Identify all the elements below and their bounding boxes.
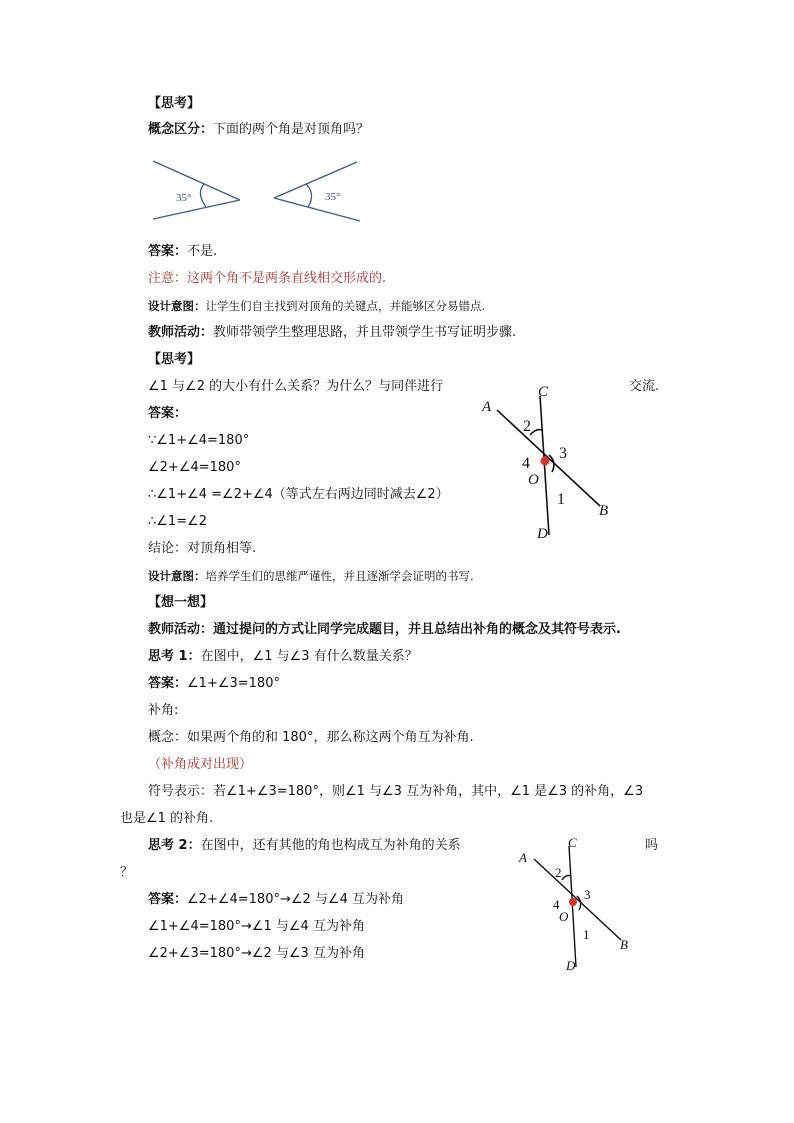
question-1 xyxy=(148,648,418,666)
label-D: D xyxy=(537,526,548,542)
answer-1 xyxy=(148,243,217,261)
symbol-line-2: 也是∠1 的补角. xyxy=(120,811,214,826)
answer-q2-line-1 xyxy=(148,891,404,909)
section-heading-think-2: 【思考】 xyxy=(148,352,201,367)
answer-text: ∠1+∠3=180° xyxy=(187,676,280,691)
label-angle-4: 4 xyxy=(522,455,530,472)
angle-3-arc xyxy=(577,896,581,910)
point-O-marker xyxy=(541,457,550,466)
answer-label: 答案： xyxy=(148,244,188,259)
left-angle-ray-lower xyxy=(153,200,240,219)
right-angle-ray-upper xyxy=(274,162,357,198)
teacher-label: 教师活动： xyxy=(148,622,214,637)
answer-label: 答案： xyxy=(148,676,188,691)
answer-text: ∠2+∠4=180°→∠2 与∠4 互为补角 xyxy=(187,892,404,907)
two-angles-figure xyxy=(140,150,380,230)
design-text: 培养学生们的思维严谨性，并且逐渐学会证明的书写. xyxy=(205,569,474,583)
label-angle-4: 4 xyxy=(553,897,560,912)
label-O: O xyxy=(528,472,539,488)
supplementary-concept: 概念：如果两个角的和 180°，那么称这两个角互为补角. xyxy=(148,730,474,745)
label-angle-1: 1 xyxy=(583,927,590,942)
question-2 xyxy=(148,837,461,855)
line-CD xyxy=(569,846,576,967)
question-text: 下面的两个角是对顶角吗？ xyxy=(213,122,370,137)
proof-step-1: ∵∠1+∠4=180° xyxy=(148,433,250,448)
right-angle-label: 35° xyxy=(325,191,341,203)
label-angle-1: 1 xyxy=(557,491,565,508)
angle-2-arc xyxy=(562,876,571,881)
label-B: B xyxy=(620,937,628,952)
answer-label: 答案： xyxy=(148,892,188,907)
design-label: 设计意图： xyxy=(148,299,206,313)
design-intent-1 xyxy=(148,297,485,315)
label-B: B xyxy=(599,503,609,519)
line-AB xyxy=(497,410,600,506)
right-angle-arc xyxy=(306,184,312,207)
intersecting-lines-figure-2 xyxy=(510,832,640,977)
answer-q1 xyxy=(148,675,280,693)
angle-2-arc xyxy=(530,430,542,435)
answer-q2-line-3: ∠2+∠3=180°→∠2 与∠3 互为补角 xyxy=(148,946,365,961)
question-angle-relation: ∠1 与∠2 的大小有什么关系？为什么？与同伴进行 xyxy=(148,379,444,394)
label-D: D xyxy=(566,958,576,973)
teacher-activity-1 xyxy=(148,324,516,342)
proof-step-2: ∠2+∠4=180° xyxy=(148,460,241,475)
right-angle-ray-lower xyxy=(274,198,360,221)
answer-label-2: 答案： xyxy=(148,406,188,421)
teacher-activity-2 xyxy=(148,621,621,639)
question-tail: 交流. xyxy=(629,379,660,394)
teacher-label: 教师活动： xyxy=(148,325,214,340)
supplementary-title: 补角: xyxy=(148,703,179,718)
question-label: 概念区分： xyxy=(148,122,214,137)
label-angle-3: 3 xyxy=(559,445,567,462)
intersecting-lines-figure-1 xyxy=(470,378,630,548)
proof-step-3: ∴∠1+∠4 =∠2+∠4（等式左右两边同时减去∠2） xyxy=(148,487,449,502)
note-line: 注意：这两个角不是两条直线相交形成的. xyxy=(148,271,387,286)
left-angle-arc xyxy=(200,184,206,207)
label-C: C xyxy=(568,835,577,850)
conclusion-line: 结论：对顶角相等. xyxy=(148,541,257,556)
label-angle-3: 3 xyxy=(584,887,591,902)
pair-note: （补角成对出现） xyxy=(148,757,253,772)
proof-step-4: ∴∠1=∠2 xyxy=(148,514,208,529)
label-O: O xyxy=(559,909,569,924)
point-O-marker xyxy=(569,898,577,906)
concept-question xyxy=(148,121,369,139)
question-2-tail: 吗 xyxy=(645,838,659,853)
label-A: A xyxy=(519,850,527,865)
question-2-text: 在图中，还有其他的角也构成互为补角的关系 xyxy=(200,838,461,853)
answer-text: 不是. xyxy=(187,244,218,259)
label-A: A xyxy=(482,399,492,415)
teacher-text: 通过提问的方式让同学完成题目，并且总结出补角的概念及其符号表示. xyxy=(213,622,621,637)
design-intent-2 xyxy=(148,567,474,585)
label-angle-2: 2 xyxy=(523,418,531,435)
section-heading-think-1: 【思考】 xyxy=(148,96,201,111)
label-C: C xyxy=(538,384,549,400)
answer-q2-line-2: ∠1+∠4=180°→∠1 与∠4 互为补角 xyxy=(148,919,365,934)
teacher-text: 教师带领学生整理思路，并且带领学生书写证明步骤. xyxy=(213,325,517,340)
question-2-label: 思考 2： xyxy=(148,838,201,853)
left-angle-ray-upper xyxy=(153,161,240,200)
line-AB xyxy=(534,859,621,940)
question-2-mark: ？ xyxy=(120,865,134,880)
left-angle-label: 35° xyxy=(176,192,192,204)
line-CD xyxy=(540,396,549,535)
question-1-text: 在图中，∠1 与∠3 有什么数量关系？ xyxy=(200,649,418,664)
symbol-line-1: 符号表示：若∠1+∠3=180°，则∠1 与∠3 互为补角，其中，∠1 是∠3 的补角，∠3 xyxy=(148,784,644,799)
question-1-label: 思考 1： xyxy=(148,649,201,664)
design-label: 设计意图： xyxy=(148,569,206,583)
angle-3-arc xyxy=(549,455,554,472)
section-heading-think-3: 【想一想】 xyxy=(148,595,214,610)
label-angle-2: 2 xyxy=(555,865,562,880)
design-text: 让学生们自主找到对顶角的关键点，并能够区分易错点. xyxy=(205,299,486,313)
